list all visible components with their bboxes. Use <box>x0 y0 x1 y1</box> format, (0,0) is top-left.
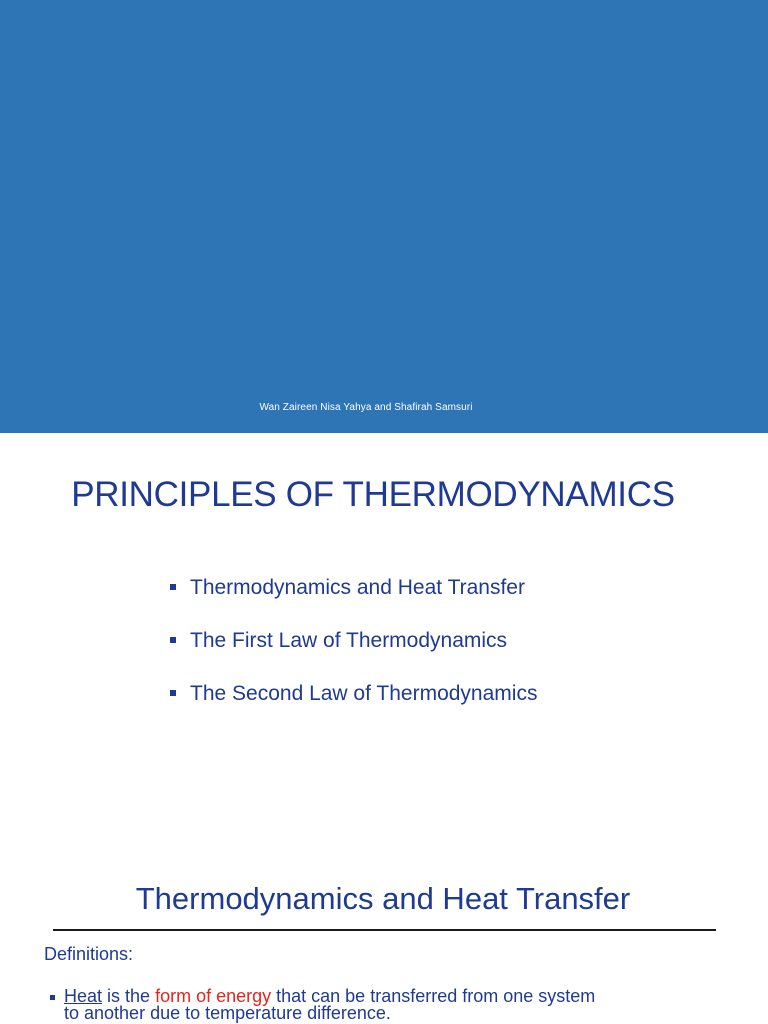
overview-slide <box>0 433 768 823</box>
definition-term: Heat <box>64 986 103 1006</box>
definition-text-part: that can be transferred from one system to another due to temperature difference. <box>64 986 596 1023</box>
agenda-item-label: The Second Law of Thermodynamics <box>190 682 538 705</box>
definitions-label: Definitions: <box>44 944 134 964</box>
definition-text <box>50 988 610 1022</box>
agenda-item <box>170 628 537 681</box>
agenda-item-label: Thermodynamics and Heat Transfer <box>190 576 525 599</box>
square-bullet-icon <box>170 584 176 590</box>
definition-item <box>50 988 610 1022</box>
slide-title: Thermodynamics and Heat Transfer <box>135 881 631 916</box>
square-bullet-icon <box>170 690 176 696</box>
cover-authors: Wan Zaireen Nisa Yahya and Shafirah Samsuri <box>259 402 473 413</box>
definition-highlight: form of energy <box>155 986 272 1006</box>
square-bullet-icon <box>50 995 55 1000</box>
title-divider <box>53 929 716 931</box>
slide-title: PRINCIPLES OF THERMODYNAMICS <box>71 475 675 514</box>
cover-slide <box>0 0 768 433</box>
definitions-slide <box>0 823 768 1024</box>
definition-text-part: is the <box>102 986 156 1006</box>
square-bullet-icon <box>170 637 176 643</box>
agenda-item <box>170 575 537 628</box>
agenda-item-label: The First Law of Thermodynamics <box>190 629 508 652</box>
agenda-list <box>170 575 537 734</box>
agenda-item <box>170 681 537 734</box>
